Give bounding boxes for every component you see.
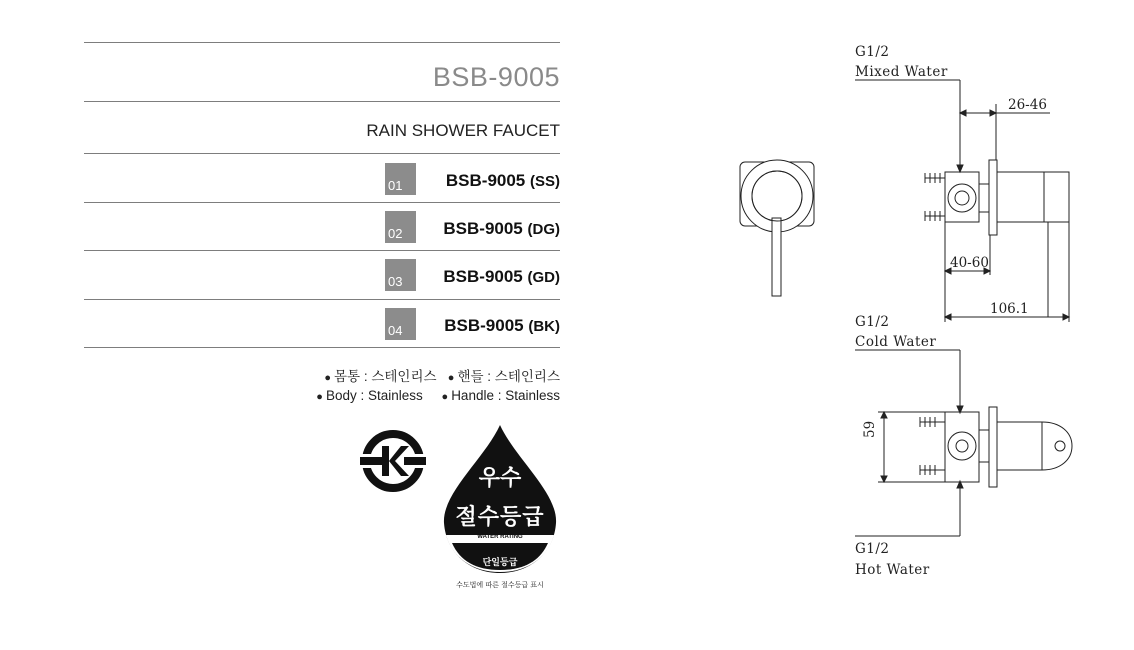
badge-line2: 절수등급 <box>455 505 545 530</box>
model-number: BSB-9005 <box>432 62 560 92</box>
badge-grade: 단일등급 <box>482 558 518 568</box>
cold-water-label: Cold Water <box>855 334 937 350</box>
variant-row <box>84 154 560 202</box>
variant-code: BSB-9005 (DG) <box>443 219 560 238</box>
materials-korean: ● 몸통 : 스테인리스 ● 핸들 : 스테인리스 <box>324 369 560 384</box>
mixed-water-label: Mixed Water <box>855 64 948 80</box>
bottom-view-drawing <box>855 350 1072 536</box>
materials-english: ● Body : Stainless ● Handle : Stainless <box>316 388 560 403</box>
variant-number-badge: 04 <box>385 308 416 340</box>
badge-caption: 수도법에 따른 절수등급 표시 <box>456 581 544 589</box>
variant-number-badge: 02 <box>385 211 416 243</box>
hot-water-size: G1/2 <box>855 541 890 557</box>
dimension-wall: 40-60 <box>950 255 989 271</box>
variant-code: BSB-9005 (SS) <box>445 171 560 190</box>
variant-row <box>84 251 560 299</box>
variant-number-badge: 03 <box>385 259 416 291</box>
mixed-water-size: G1/2 <box>855 44 890 60</box>
variant-code: BSB-9005 (BK) <box>444 316 560 335</box>
product-name: RAIN SHOWER FAUCET <box>366 121 560 140</box>
divider <box>84 42 560 43</box>
ks-certification-logo <box>360 428 426 494</box>
technical-drawing <box>720 30 1100 590</box>
side-view-drawing <box>855 80 1069 322</box>
divider <box>84 101 560 102</box>
badge-rating: WATER RATING <box>477 534 523 540</box>
dimension-depth: 26-46 <box>1008 97 1047 113</box>
badge-line1: 우수 <box>478 466 522 491</box>
hot-water-label: Hot Water <box>855 562 930 578</box>
variant-row <box>84 203 560 251</box>
dimension-height: 59 <box>862 420 878 438</box>
variant-code: BSB-9005 (GD) <box>443 267 560 286</box>
front-view-drawing <box>740 160 814 296</box>
cold-water-size: G1/2 <box>855 314 890 330</box>
divider <box>84 347 560 348</box>
variant-number-badge: 01 <box>385 163 416 195</box>
dimension-total: 106.1 <box>990 301 1029 317</box>
variant-row <box>84 300 560 348</box>
water-drop-icon <box>440 423 560 575</box>
water-rating-badge <box>440 423 560 591</box>
